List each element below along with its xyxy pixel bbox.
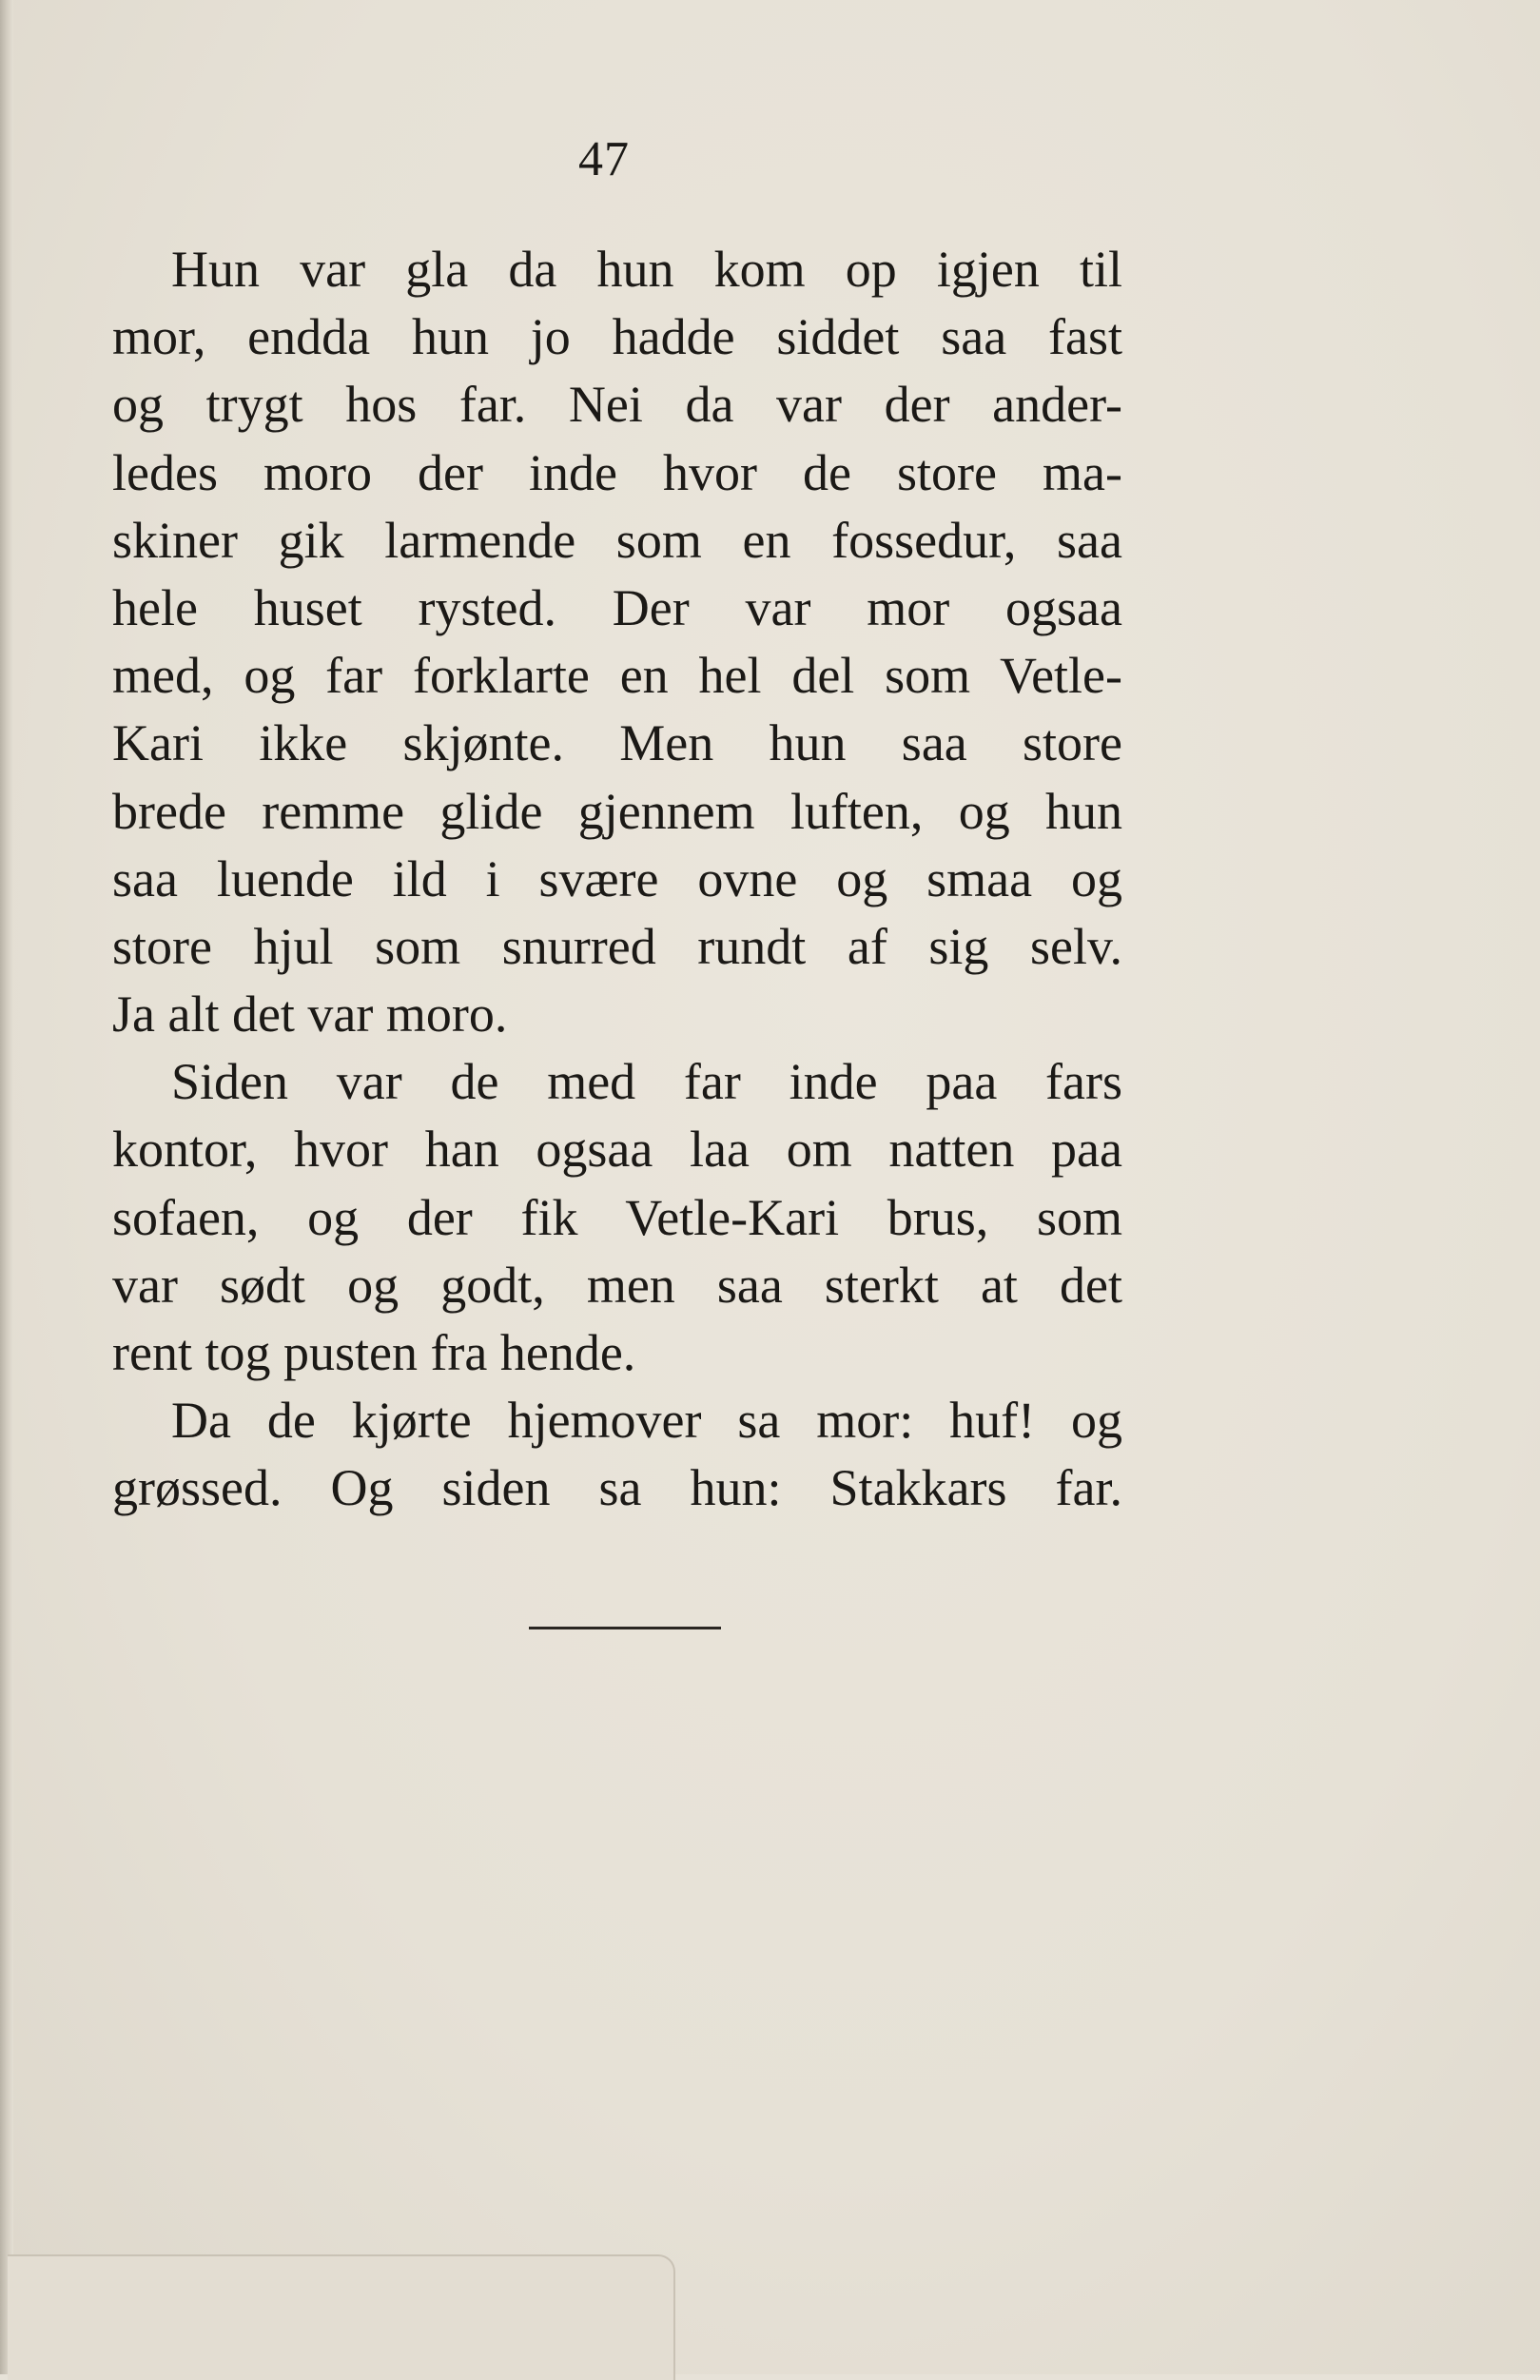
- text-line: store hjul som snurred rundt af sig selv.: [112, 917, 1122, 975]
- text-line: og trygt hos far. Nei da var der ander-: [112, 376, 1122, 434]
- text-line: rent tog pusten fra hende.: [112, 1324, 636, 1381]
- text-line: med, og far forklarte en hel del som Vetle-: [112, 647, 1122, 705]
- text-line: brede remme glide gjennem luften, og hun: [112, 782, 1122, 840]
- text-line: saa luende ild i svære ovne og smaa og: [112, 849, 1122, 907]
- page-number: 47: [578, 132, 630, 186]
- paragraph-3: [112, 1387, 1122, 1522]
- text-line: mor, endda hun jo hadde siddet saa fast: [112, 308, 1122, 366]
- text-line: Kari ikke skjønte. Men hun saa store: [112, 714, 1122, 772]
- section-divider-rule: [529, 1627, 721, 1629]
- text-line: hele huset rysted. Der var mor ogsaa: [112, 578, 1122, 636]
- text-line: grøssed. Og siden sa hun: Stakkars far.: [112, 1459, 1122, 1517]
- body-text: [112, 236, 1122, 1523]
- text-line: Hun var gla da hun kom op igjen til: [171, 241, 1122, 298]
- text-line: Ja alt det var moro.: [112, 985, 508, 1044]
- text-line: Siden var de med far inde paa fars: [171, 1053, 1122, 1111]
- text-line: kontor, hvor han ogsaa laa om natten paa: [112, 1121, 1122, 1179]
- text-line: Da de kjørte hjemover sa mor: huf! og: [171, 1392, 1122, 1450]
- paragraph-1: [112, 236, 1122, 1048]
- text-line: ledes moro der inde hvor de store ma-: [112, 443, 1122, 501]
- page-corner-tab: [8, 2254, 675, 2380]
- text-line: skiner gik larmende som en fossedur, saa: [112, 511, 1122, 569]
- page-binding-edge: [0, 0, 13, 2374]
- paragraph-2: [112, 1048, 1122, 1387]
- text-line: var sødt og godt, men saa sterkt at det: [112, 1256, 1122, 1314]
- text-line: sofaen, og der fik Vetle-Kari brus, som: [112, 1188, 1122, 1246]
